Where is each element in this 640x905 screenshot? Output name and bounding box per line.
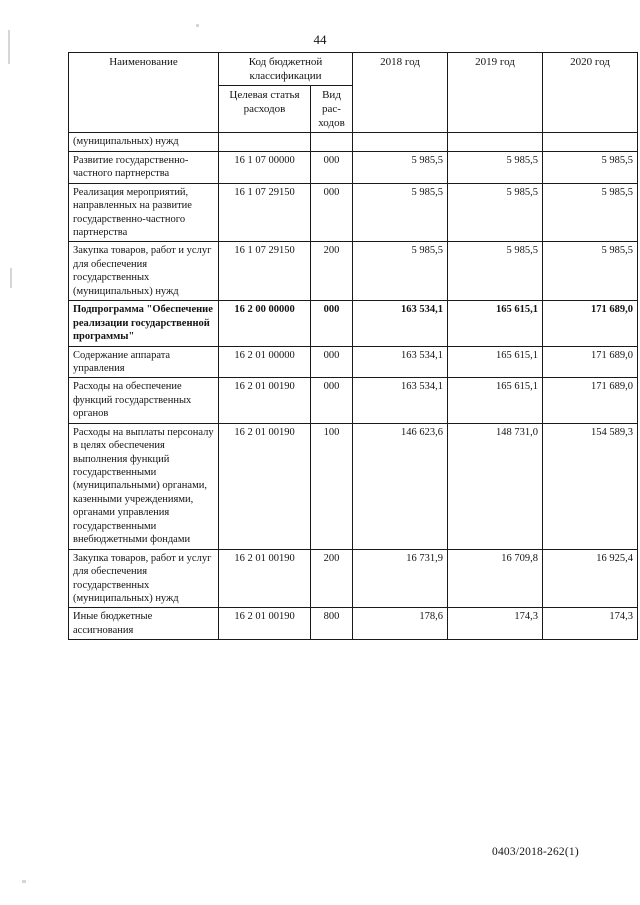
cell-name: Развитие государственно-частного партнерства xyxy=(69,151,219,183)
header-code-group: Код бюджетной классификации xyxy=(219,53,353,86)
cell-year-2019 xyxy=(448,133,543,151)
cell-year-2020: 174,3 xyxy=(543,608,638,640)
cell-year-2019: 16 709,8 xyxy=(448,549,543,608)
cell-year-2018: 146 623,6 xyxy=(353,423,448,549)
cell-name: Иные бюджетные ассигнования xyxy=(69,608,219,640)
table-body xyxy=(69,133,638,640)
page-number: 44 xyxy=(313,32,327,47)
cell-expense-kind: 800 xyxy=(311,608,353,640)
cell-target-article: 16 2 00 00000 xyxy=(219,301,311,346)
cell-name: Реализация мероприятий, направленных на развитие государственно-частного партнерства xyxy=(69,183,219,242)
cell-year-2020: 171 689,0 xyxy=(543,378,638,423)
cell-expense-kind: 000 xyxy=(311,378,353,423)
cell-expense-kind xyxy=(311,133,353,151)
cell-year-2019: 148 731,0 xyxy=(448,423,543,549)
cell-expense-kind: 200 xyxy=(311,242,353,301)
cell-year-2018: 16 731,9 xyxy=(353,549,448,608)
cell-year-2018: 5 985,5 xyxy=(353,242,448,301)
cell-name: Содержание аппарата управления xyxy=(69,346,219,378)
cell-name: Расходы на обеспечение функций государственных органов xyxy=(69,378,219,423)
cell-target-article: 16 1 07 00000 xyxy=(219,151,311,183)
cell-year-2020 xyxy=(543,133,638,151)
header-name: Наименование xyxy=(69,53,219,133)
cell-year-2019: 165 615,1 xyxy=(448,378,543,423)
header-year-2019: 2019 год xyxy=(448,53,543,133)
scan-artifact-top xyxy=(196,24,199,27)
header-year-2018: 2018 год xyxy=(353,53,448,133)
table-row xyxy=(69,378,638,423)
cell-expense-kind: 000 xyxy=(311,301,353,346)
cell-year-2020: 5 985,5 xyxy=(543,242,638,301)
table-row xyxy=(69,346,638,378)
header-year-2020: 2020 год xyxy=(543,53,638,133)
document-footer-code: 0403/2018-262(1) xyxy=(492,846,579,858)
cell-target-article: 16 2 01 00190 xyxy=(219,549,311,608)
cell-year-2018: 178,6 xyxy=(353,608,448,640)
cell-expense-kind: 200 xyxy=(311,549,353,608)
cell-name: Закупка товаров, работ и услуг для обеспечения государственных (муниципальных) нужд xyxy=(69,242,219,301)
table-row xyxy=(69,133,638,151)
cell-year-2018: 5 985,5 xyxy=(353,183,448,242)
cell-year-2018: 163 534,1 xyxy=(353,378,448,423)
table-row xyxy=(69,423,638,549)
cell-target-article: 16 1 07 29150 xyxy=(219,183,311,242)
cell-target-article: 16 2 01 00190 xyxy=(219,608,311,640)
table-row xyxy=(69,151,638,183)
cell-year-2019: 5 985,5 xyxy=(448,183,543,242)
table-row xyxy=(69,549,638,608)
cell-expense-kind: 000 xyxy=(311,151,353,183)
table-row xyxy=(69,301,638,346)
header-target-article: Целевая статья расходов xyxy=(219,86,311,133)
cell-target-article: 16 2 01 00190 xyxy=(219,378,311,423)
cell-target-article: 16 2 01 00000 xyxy=(219,346,311,378)
cell-year-2020: 171 689,0 xyxy=(543,301,638,346)
cell-target-article xyxy=(219,133,311,151)
cell-target-article: 16 1 07 29150 xyxy=(219,242,311,301)
cell-year-2019: 165 615,1 xyxy=(448,301,543,346)
cell-expense-kind: 000 xyxy=(311,183,353,242)
cell-name: Закупка товаров, работ и услуг для обеспечения государственных (муниципальных) нужд xyxy=(69,549,219,608)
cell-year-2018: 163 534,1 xyxy=(353,346,448,378)
cell-year-2019: 5 985,5 xyxy=(448,151,543,183)
cell-target-article: 16 2 01 00190 xyxy=(219,423,311,549)
cell-year-2020: 5 985,5 xyxy=(543,183,638,242)
cell-year-2019: 174,3 xyxy=(448,608,543,640)
table-row xyxy=(69,242,638,301)
cell-year-2019: 5 985,5 xyxy=(448,242,543,301)
cell-name: Подпрограмма "Обеспечение реализации государственной программы" xyxy=(69,301,219,346)
table-row xyxy=(69,183,638,242)
table-row xyxy=(69,608,638,640)
cell-year-2018: 5 985,5 xyxy=(353,151,448,183)
table-header-row-1 xyxy=(69,53,638,86)
cell-year-2020: 154 589,3 xyxy=(543,423,638,549)
cell-year-2018 xyxy=(353,133,448,151)
cell-year-2018: 163 534,1 xyxy=(353,301,448,346)
cell-name: Расходы на выплаты персоналу в целях обеспечения выполнения функций государственными (муниципальными) органами, казенными учреждениями, органами управления государственными внебюджетными фондами xyxy=(69,423,219,549)
scan-artifact-left-mid xyxy=(10,268,12,288)
cell-year-2019: 165 615,1 xyxy=(448,346,543,378)
cell-year-2020: 171 689,0 xyxy=(543,346,638,378)
cell-expense-kind: 000 xyxy=(311,346,353,378)
cell-name: (муниципальных) нужд xyxy=(69,133,219,151)
header-expense-kind: Вид рас-ходов xyxy=(311,86,353,133)
cell-expense-kind: 100 xyxy=(311,423,353,549)
scan-artifact-left-bottom xyxy=(22,880,26,883)
cell-year-2020: 16 925,4 xyxy=(543,549,638,608)
budget-classification-table xyxy=(68,52,638,640)
cell-year-2020: 5 985,5 xyxy=(543,151,638,183)
